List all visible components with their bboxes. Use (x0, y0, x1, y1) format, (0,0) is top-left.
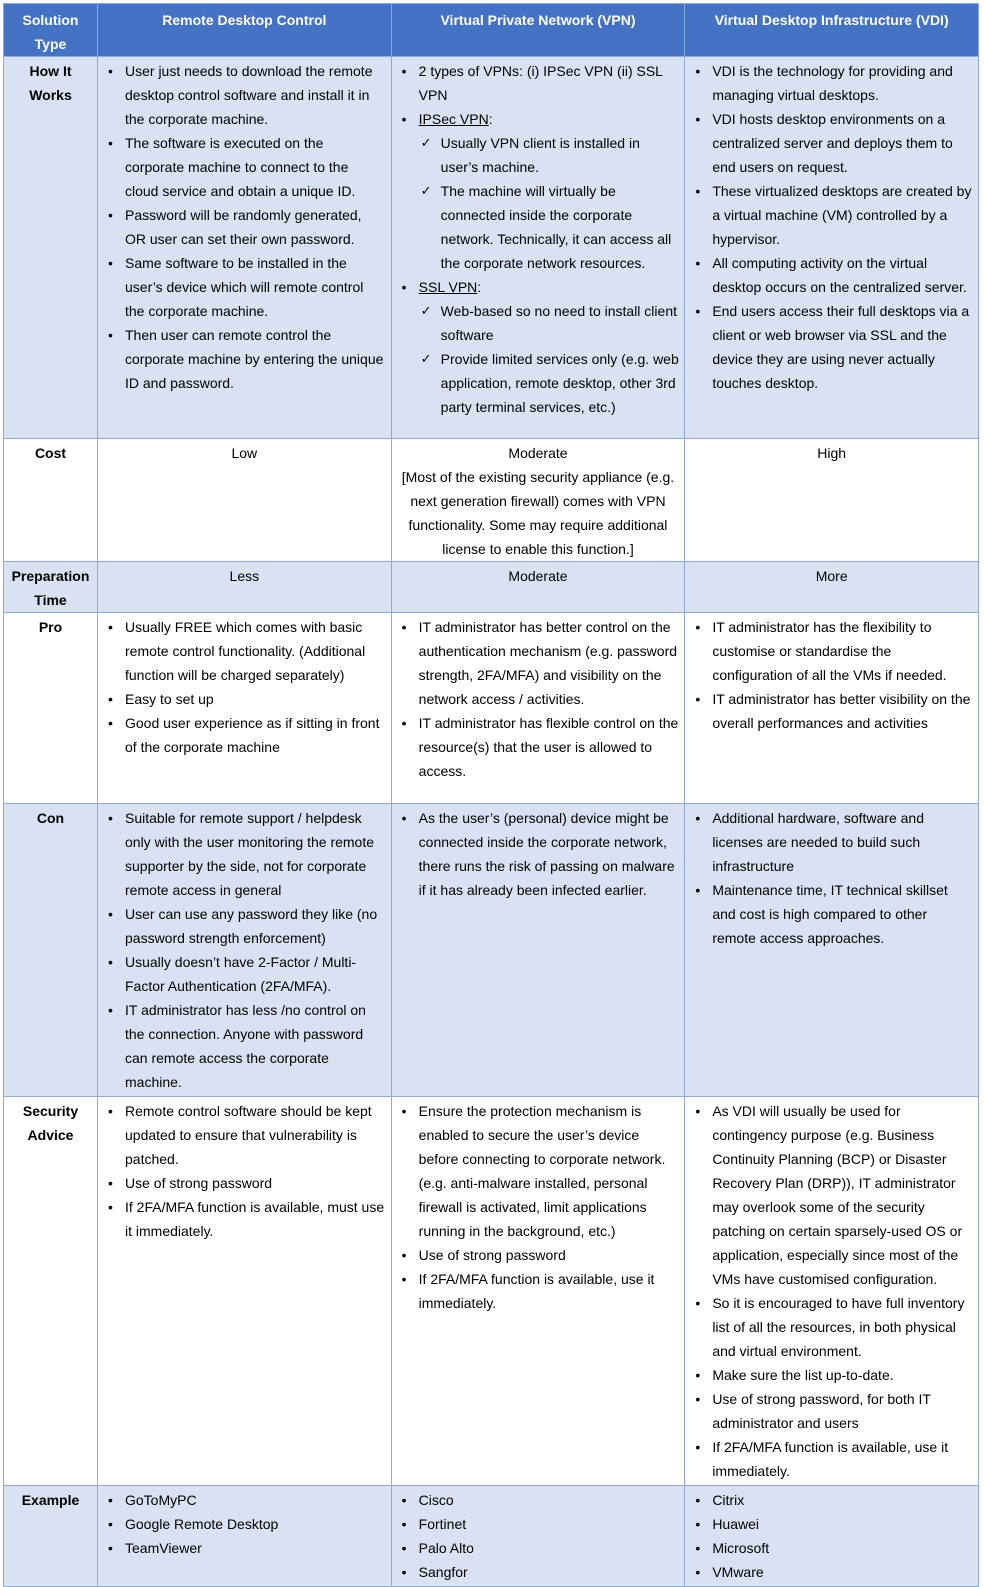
how-vpn-cell (391, 57, 685, 439)
list-item: • Google Remote Desktop (125, 1512, 386, 1536)
list-item: • These virtualized desktops are created by a virtual machine (VM) controlled by a hypervisor. (712, 179, 973, 251)
list-item: • IT administrator has the flexibility to customise or standardise the configuration of all the VMs if needed. (712, 615, 973, 687)
row-cost (4, 439, 979, 562)
how-vdi-cell (685, 57, 979, 439)
ex-rdc-cell (98, 1486, 392, 1587)
list-item: • GoToMyPC (125, 1488, 386, 1512)
prep-vpn: Moderate (391, 562, 685, 613)
list-item: • If 2FA/MFA function is available, use it immediately. (419, 1267, 680, 1315)
cost-vpn-value: Moderate (508, 445, 568, 461)
list-item: • SSL VPN: ✓ Web-based so no need to install client software ✓ Provide limited services only (e.g. web application, remote desktop, other 3rd party terminal services, etc.) (419, 275, 680, 419)
list-item: • If 2FA/MFA function is available, use it immediately. (712, 1435, 973, 1483)
cost-vpn-note: [Most of the existing security appliance (e.g. next generation firewall) comes with VPN functionality. Some may require additional license to enable this function.] (401, 469, 675, 557)
list-item: • Use of strong password (125, 1171, 386, 1195)
list-item: • Microsoft (712, 1536, 973, 1560)
row-label: Example (4, 1486, 98, 1587)
cost-vpn (391, 439, 685, 562)
list-item: • Fortinet (419, 1512, 680, 1536)
list-item: • IT administrator has better control on the authentication mechanism (e.g. password strength, 2FA/MFA) and visibility on the network access / activities. (419, 615, 680, 711)
how-rdc-cell (98, 57, 392, 439)
prep-rdc: Less (98, 562, 392, 613)
con-vdi-cell (685, 804, 979, 1097)
list-item: • Suitable for remote support / helpdesk only with the user monitoring the remote supporter by the side, not for corporate remote access in general (125, 806, 386, 902)
cost-vdi: High (685, 439, 979, 562)
row-example (4, 1486, 979, 1587)
row-label: Con (4, 804, 98, 1097)
sec-rdc-cell (98, 1097, 392, 1486)
header-vdi: Virtual Desktop Infrastructure (VDI) (685, 4, 979, 57)
list-item: • All computing activity on the virtual desktop occurs on the centralized server. (712, 251, 973, 299)
list-item: • Maintenance time, IT technical skillset and cost is high compared to other remote access approaches. (712, 878, 973, 950)
row-security-advice (4, 1097, 979, 1486)
row-label: How It Works (4, 57, 98, 439)
row-label: Cost (4, 439, 98, 562)
pro-rdc-cell (98, 613, 392, 804)
list-item: • IT administrator has less /no control on the connection. Anyone with password can remote access the corporate machine. (125, 998, 386, 1094)
pro-vdi-cell (685, 613, 979, 804)
list-item: ✓ Web-based so no need to install client software (441, 299, 680, 347)
list-item: • IPSec VPN: ✓ Usually VPN client is installed in user’s machine. ✓ The machine will virtually be connected inside the corporate network. Technically, it can access all the corporate network resources. (419, 107, 680, 275)
list-item: • As VDI will usually be used for contingency purpose (e.g. Business Continuity Planning (BCP) or Disaster Recovery Plan (DRP)), IT administrator may overlook some of the security patching on certain sparsely-used OS or application, especially since most of the VMs have customised configuration. (712, 1099, 973, 1291)
header-solution-type: Solution Type (4, 4, 98, 57)
list-item: • So it is encouraged to have full inventory list of all the resources, in both physical and virtual environment. (712, 1291, 973, 1363)
row-label: Security Advice (4, 1097, 98, 1486)
list-item: ✓ Provide limited services only (e.g. web application, remote desktop, other 3rd party terminal services, etc.) (441, 347, 680, 419)
sec-vpn-cell (391, 1097, 685, 1486)
list-item: • As the user’s (personal) device might be connected inside the corporate network, there runs the risk of passing on malware if it has already been infected earlier. (419, 806, 680, 902)
header-rdc: Remote Desktop Control (98, 4, 392, 57)
list-item: • Huawei (712, 1512, 973, 1536)
pro-vpn-cell (391, 613, 685, 804)
list-item: • Make sure the list up-to-date. (712, 1363, 973, 1387)
row-how-it-works (4, 57, 979, 439)
list-item: • TeamViewer (125, 1536, 386, 1560)
list-item: • 2 types of VPNs: (i) IPSec VPN (ii) SSL VPN (419, 59, 680, 107)
list-item: • Password will be randomly generated, OR user can set their own password. (125, 203, 386, 251)
sec-vdi-cell (685, 1097, 979, 1486)
ipsec-title: IPSec VPN (418, 111, 489, 127)
row-preparation-time (4, 562, 979, 613)
list-item: • Good user experience as if sitting in front of the corporate machine (125, 711, 386, 759)
list-item: • Use of strong password (419, 1243, 680, 1267)
list-item: • IT administrator has flexible control on the resource(s) that the user is allowed to access. (419, 711, 680, 783)
ssl-title: SSL VPN (418, 279, 478, 295)
ex-vdi-cell (685, 1486, 979, 1587)
list-item: • Remote control software should be kept updated to ensure that vulnerability is patched. (125, 1099, 386, 1171)
list-item: • User just needs to download the remote desktop control software and install it in the corporate machine. (125, 59, 386, 131)
list-item: • The software is executed on the corporate machine to connect to the cloud service and obtain a unique ID. (125, 131, 386, 203)
list-item: • Use of strong password, for both IT administrator and users (712, 1387, 973, 1435)
prep-vdi: More (685, 562, 979, 613)
list-item: • Ensure the protection mechanism is enabled to secure the user’s device before connecting to corporate network. (e.g. anti-malware installed, personal firewall is activated, limit applications running in the background, etc.) (419, 1099, 680, 1243)
row-con (4, 804, 979, 1097)
list-item: • IT administrator has better visibility on the overall performances and activities (712, 687, 973, 735)
header-row (4, 4, 979, 57)
list-item: • VMware (712, 1560, 973, 1584)
list-item: ✓ The machine will virtually be connected inside the corporate network. Technically, it can access all the corporate network resources. (441, 179, 680, 275)
list-item: ✓ Usually VPN client is installed in user’s machine. (441, 131, 680, 179)
list-item: • Cisco (419, 1488, 680, 1512)
ex-vpn-cell (391, 1486, 685, 1587)
cost-rdc: Low (98, 439, 392, 562)
row-label: Preparation Time (4, 562, 98, 613)
row-label: Pro (4, 613, 98, 804)
row-pro (4, 613, 979, 804)
list-item: • End users access their full desktops via a client or web browser via SSL and the device they are using never actually touches desktop. (712, 299, 973, 395)
list-item: • User can use any password they like (no password strength enforcement) (125, 902, 386, 950)
list-item: • Usually doesn’t have 2-Factor / Multi-Factor Authentication (2FA/MFA). (125, 950, 386, 998)
list-item: • Sangfor (419, 1560, 680, 1584)
list-item: • VDI is the technology for providing and managing virtual desktops. (712, 59, 973, 107)
list-item: • If 2FA/MFA function is available, must use it immediately. (125, 1195, 386, 1243)
comparison-table (3, 3, 979, 1587)
header-vpn: Virtual Private Network (VPN) (391, 4, 685, 57)
list-item: • Then user can remote control the corporate machine by entering the unique ID and password. (125, 323, 386, 395)
list-item: • Citrix (712, 1488, 973, 1512)
list-item: • Usually FREE which comes with basic remote control functionality. (Additional function will be charged separately) (125, 615, 386, 687)
con-rdc-cell (98, 804, 392, 1097)
list-item: • Palo Alto (419, 1536, 680, 1560)
list-item: • Additional hardware, software and licenses are needed to build such infrastructure (712, 806, 973, 878)
list-item: • VDI hosts desktop environments on a centralized server and deploys them to end users on request. (712, 107, 973, 179)
con-vpn-cell (391, 804, 685, 1097)
list-item: • Easy to set up (125, 687, 386, 711)
list-item: • Same software to be installed in the user’s device which will remote control the corporate machine. (125, 251, 386, 323)
